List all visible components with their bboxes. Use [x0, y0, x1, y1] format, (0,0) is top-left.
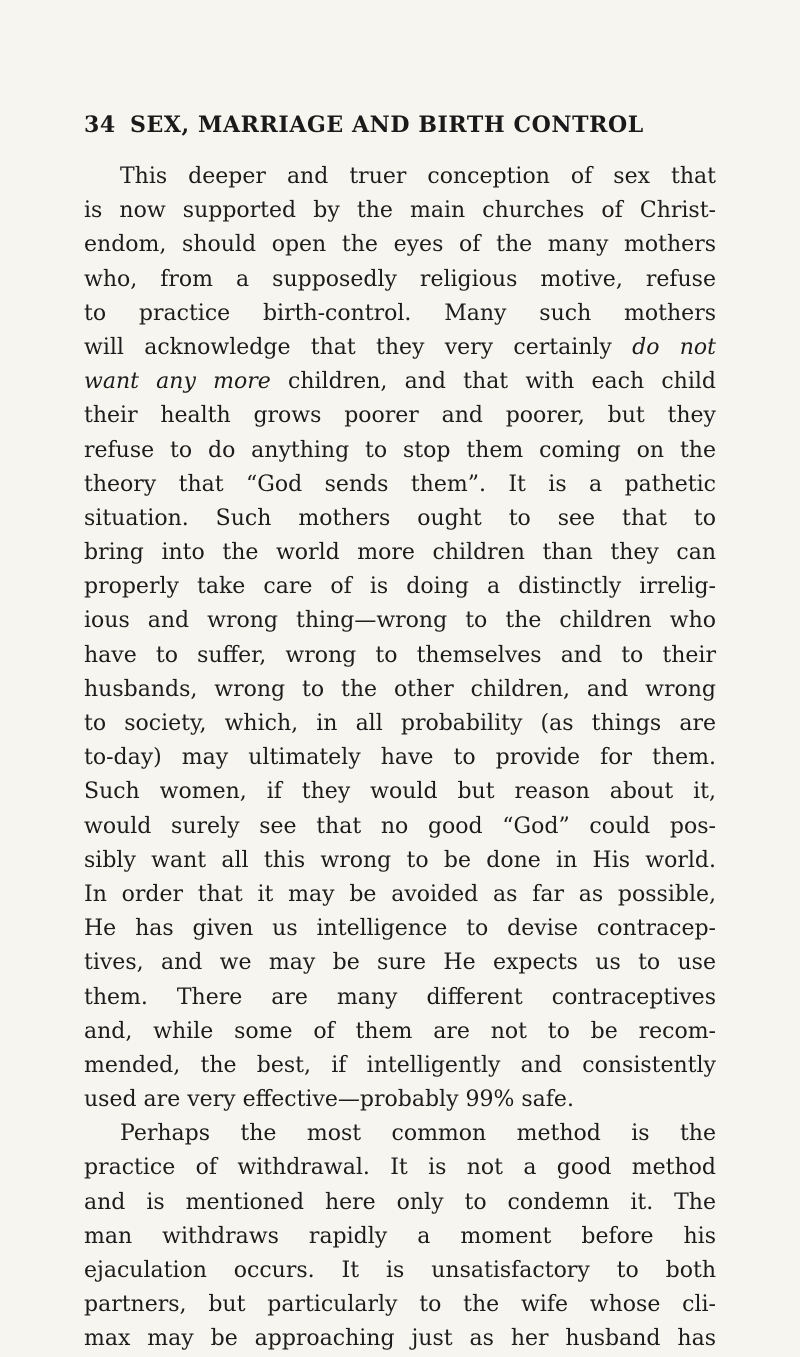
text-line: In order that it may be avoided as far as possible, — [84, 881, 716, 907]
text-line: partners, but particularly to the wife whose cli- — [84, 1292, 716, 1318]
paragraph-1 — [84, 160, 716, 1117]
italic-phrase: do not — [632, 334, 716, 360]
text-segment: will acknowledge that they very certainly — [84, 334, 633, 360]
text-line: endom, should open the eyes of the many mothers — [84, 232, 716, 258]
italic-phrase: want any more — [84, 369, 271, 395]
text-line: refuse to do anything to stop them coming on the — [84, 437, 716, 463]
text-line-with-italic — [84, 365, 716, 399]
text-line: properly take care of is doing a distinctly irrelig- — [84, 574, 716, 600]
text-line: Perhaps the most common method is the — [120, 1121, 716, 1147]
text-line: He has given us intelligence to devise contracep- — [84, 916, 716, 942]
text-line: husbands, wrong to the other children, and wrong — [84, 676, 716, 702]
paragraph-2 — [84, 1117, 716, 1356]
text-line: is now supported by the main churches of Christ- — [84, 198, 716, 224]
text-line: tives, and we may be sure He expects us to use — [84, 950, 716, 976]
text-line: to-day) may ultimately have to provide for them. — [84, 745, 716, 771]
text-line: and, while some of them are not to be recom- — [84, 1018, 716, 1044]
text-line: them. There are many different contraceptives — [84, 984, 716, 1010]
text-line: used are very effective—probably 99% safe. — [84, 1087, 574, 1113]
running-head — [84, 112, 716, 152]
text-line: would surely see that no good “God” could pos- — [84, 813, 716, 839]
text-line: ejaculation occurs. It is unsatisfactory to both — [84, 1258, 716, 1283]
text-line: bring into the world more children than they can — [84, 540, 716, 566]
text-line: theory that “God sends them”. It is a pathetic — [84, 471, 716, 497]
body-text — [84, 160, 716, 1357]
text-line: This deeper and truer conception of sex that — [120, 164, 716, 189]
text-line: max may be approaching just as her husband has — [84, 1326, 716, 1352]
text-line: and is mentioned here only to condemn it. The — [84, 1189, 716, 1215]
text-line: to society, which, in all probability (as things are — [84, 711, 716, 736]
text-line: to practice birth-control. Many such mothers — [84, 300, 716, 326]
text-line: have to suffer, wrong to themselves and to their — [84, 642, 716, 668]
text-line: mended, the best, if intelligently and consistently — [84, 1052, 716, 1078]
text-line: practice of withdrawal. It is not a good method — [84, 1155, 716, 1181]
text-line: ious and wrong thing—wrong to the children who — [84, 608, 716, 634]
text-line-with-italic — [84, 331, 716, 365]
text-segment: children, and that with each child — [270, 369, 716, 395]
text-line: their health grows poorer and poorer, but they — [84, 403, 716, 429]
text-line: Such women, if they would but reason about it, — [84, 779, 716, 805]
running-title: SEX, MARRIAGE AND BIRTH CONTROL — [130, 112, 644, 138]
page-number: 34 — [84, 112, 116, 138]
text-line: man withdraws rapidly a moment before his — [84, 1223, 716, 1249]
text-line: who, from a supposedly religious motive, refuse — [84, 266, 716, 292]
text-line: situation. Such mothers ought to see that to — [84, 505, 716, 531]
text-line: sibly want all this wrong to be done in His world. — [84, 847, 716, 873]
